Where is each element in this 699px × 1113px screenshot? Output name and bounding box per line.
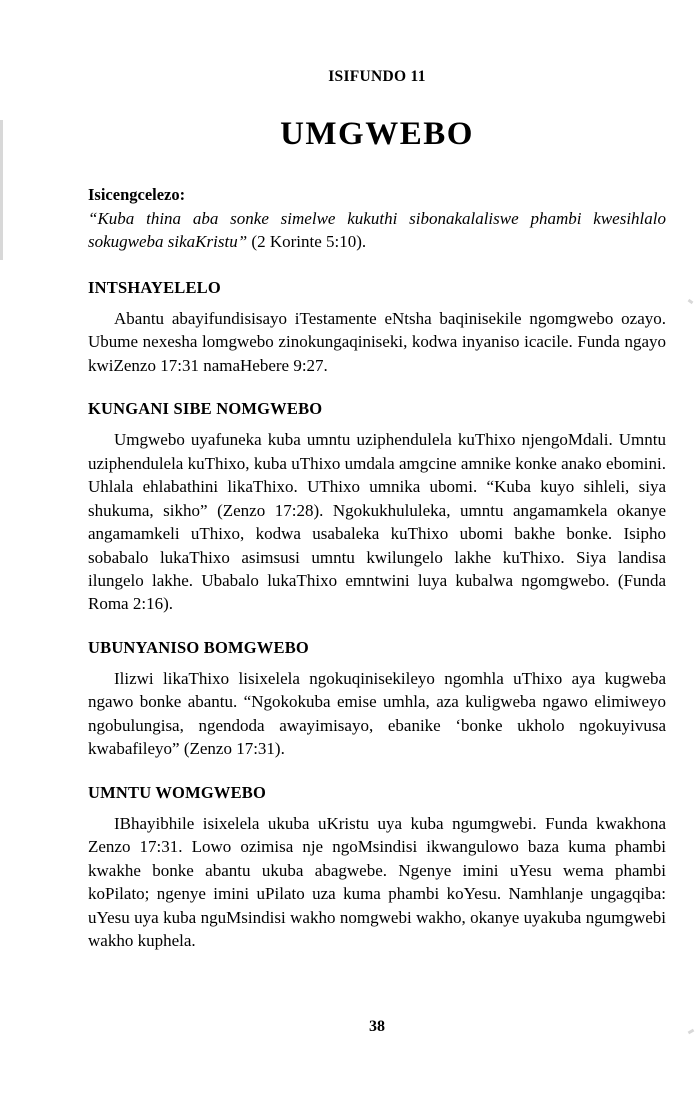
page-content: [88, 68, 666, 1035]
memory-verse-text: “Kuba thina aba sonke simelwe kukuthi sibonakalaliswe phambi kwesihlalo sokugweba sikaKristu”: [88, 209, 666, 252]
page-title: UMGWEBO: [280, 116, 474, 152]
memory-verse-heading: Isicengcelezo:: [88, 185, 186, 204]
memory-verse: [88, 207, 666, 254]
section-heading-kungani-sibe-nomgwebo: KUNGANI SIBE NOMGWEBO: [88, 399, 323, 419]
memory-verse-reference: (2 Korinte 5:10).: [251, 232, 367, 252]
section-paragraph-intshayelelo: Abantu abayifundisisayo iTestamente eNtsha baqinisekile ngomgwebo ozayo. Ubume nexesha lomgwebo zinokungaqiniseki, kodwa inyaniso icacile. Funda ngayo kwiZenzo 17:31 namaHebere 9:27.: [88, 308, 666, 375]
page-edge-artifact-bottom-right: [688, 1029, 695, 1035]
section-paragraph-ubunyaniso-bomgwebo: Ilizwi likaThixo lisixelela ngokuqinisekileyo ngomhla uThixo aya kugweba ngawo bonke abantu. “Ngokokuba emise umhla, aza kuligweba ngawo elimiweyo ngobulungisa, ngendoda awayimisayo, ebanike ʻbonke ukholo ngokuyivusa kwabafileyo” (Zenzo 17:31).: [88, 668, 666, 759]
page-number: 38: [369, 1018, 385, 1035]
section-paragraph-umntu-womgwebo: IBhayibhile isixelela ukuba uKristu uya kuba ngumgwebi. Funda kwakhona Zenzo 17:31. Lowo ozimisa nje ngoMsindisi ikwangulowo baza kuma phambi kwakhe bonke abantu ukuba abagwebe. Ngenye imini uYesu wema phambi koPilato; ngenye imini uPilato uza kuma phambi koYesu. Namhlanje ungagqiba: uYesu uya kuba nguMsindisi wakho nomgwebi wakho, okanye uyakuba ngumgwebi wakho kuphela.: [88, 813, 666, 950]
section-heading-ubunyaniso-bomgwebo: UBUNYANISO BOMGWEBO: [88, 637, 309, 657]
page-edge-artifact-top-right: [688, 299, 694, 304]
lesson-label: ISIFUNDO 11: [328, 68, 426, 85]
page-edge-artifact-left: [0, 120, 3, 260]
section-heading-umntu-womgwebo: UMNTU WOMGWEBO: [88, 782, 267, 802]
section-paragraph-kungani-sibe-nomgwebo: Umgwebo uyafuneka kuba umntu uziphendulela kuThixo njengoMdali. Umntu uziphendulela kuThixo, kuba uThixo umdala amgcine amnike konke anako ebomini. Uhlala ehlabathini likaThixo. UThixo umnika ubomi. “Kuba kuyo sihleli, siya shukuma, sikho” (Zenzo 17:28). Ngokukhululeka, umntu angamamkela okanye angamamkeli uThixo, kodwa usabaleka kuThixo ubomi bakhe bonke. Isipho sobabalo lukaThixo asimsusi umntu kwilungelo lakhe kuThixo. Siya landisa ilungelo lakhe. Ubabalo lukaThixo emntwini luya kubalwa ngomgwebo. (Funda Roma 2:16).: [88, 430, 666, 614]
section-heading-intshayelelo: INTSHAYELELO: [88, 277, 221, 297]
